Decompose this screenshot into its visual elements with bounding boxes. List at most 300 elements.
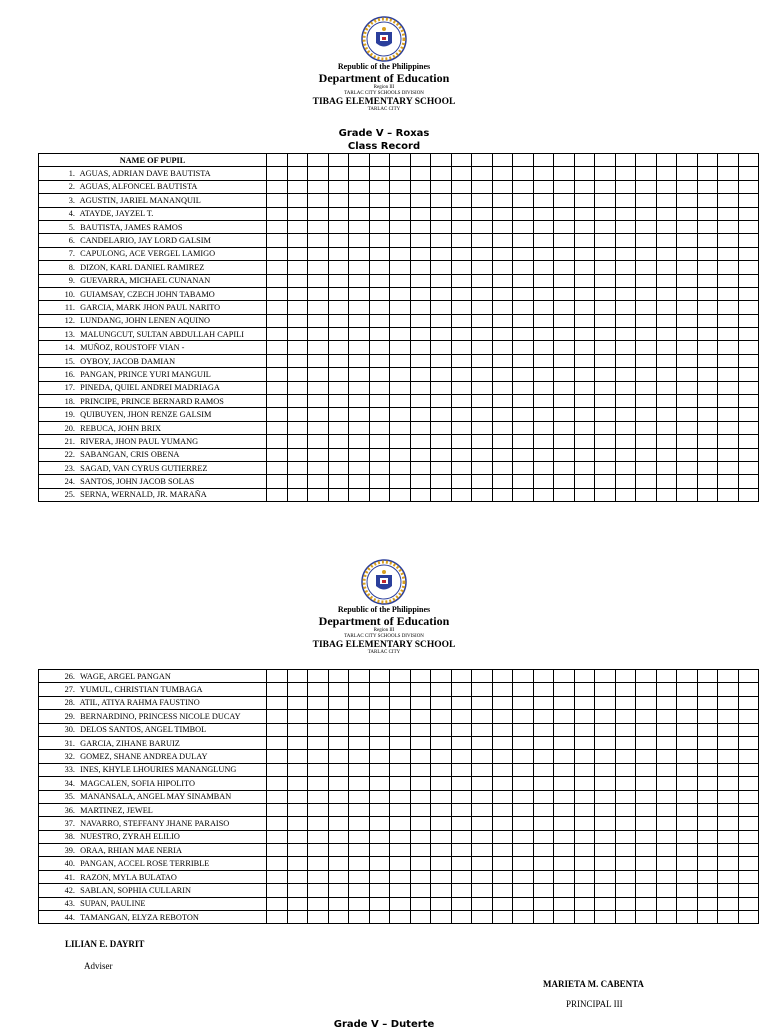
- grade-cell[interactable]: [738, 341, 759, 354]
- grade-cell[interactable]: [595, 817, 616, 830]
- grade-cell[interactable]: [451, 395, 472, 408]
- grade-cell[interactable]: [410, 234, 431, 247]
- grade-cell[interactable]: [472, 381, 493, 394]
- grade-cell[interactable]: [718, 154, 739, 167]
- grade-cell[interactable]: [349, 488, 370, 501]
- grade-cell[interactable]: [267, 683, 288, 696]
- grade-cell[interactable]: [410, 723, 431, 736]
- grade-cell[interactable]: [308, 381, 329, 394]
- grade-cell[interactable]: [615, 488, 636, 501]
- grade-cell[interactable]: [574, 488, 595, 501]
- grade-cell[interactable]: [656, 710, 677, 723]
- grade-cell[interactable]: [267, 844, 288, 857]
- grade-cell[interactable]: [636, 475, 657, 488]
- grade-cell[interactable]: [697, 857, 718, 870]
- grade-cell[interactable]: [656, 844, 677, 857]
- grade-cell[interactable]: [267, 234, 288, 247]
- grade-cell[interactable]: [287, 395, 308, 408]
- grade-cell[interactable]: [472, 884, 493, 897]
- grade-cell[interactable]: [308, 884, 329, 897]
- grade-cell[interactable]: [574, 475, 595, 488]
- grade-cell[interactable]: [369, 220, 390, 233]
- grade-cell[interactable]: [636, 368, 657, 381]
- grade-cell[interactable]: [533, 683, 554, 696]
- grade-cell[interactable]: [554, 683, 575, 696]
- grade-cell[interactable]: [677, 220, 698, 233]
- grade-cell[interactable]: [492, 750, 513, 763]
- grade-cell[interactable]: [492, 154, 513, 167]
- grade-cell[interactable]: [574, 736, 595, 749]
- grade-cell[interactable]: [431, 207, 452, 220]
- grade-cell[interactable]: [595, 274, 616, 287]
- grade-cell[interactable]: [615, 736, 636, 749]
- grade-cell[interactable]: [410, 381, 431, 394]
- grade-cell[interactable]: [697, 154, 718, 167]
- grade-cell[interactable]: [533, 381, 554, 394]
- grade-cell[interactable]: [656, 194, 677, 207]
- grade-cell[interactable]: [308, 763, 329, 776]
- grade-cell[interactable]: [697, 381, 718, 394]
- grade-cell[interactable]: [636, 234, 657, 247]
- grade-cell[interactable]: [636, 710, 657, 723]
- grade-cell[interactable]: [718, 328, 739, 341]
- grade-cell[interactable]: [513, 247, 534, 260]
- grade-cell[interactable]: [533, 180, 554, 193]
- grade-cell[interactable]: [492, 817, 513, 830]
- grade-cell[interactable]: [513, 817, 534, 830]
- grade-cell[interactable]: [451, 261, 472, 274]
- grade-cell[interactable]: [677, 461, 698, 474]
- grade-cell[interactable]: [308, 461, 329, 474]
- grade-cell[interactable]: [718, 448, 739, 461]
- grade-cell[interactable]: [636, 696, 657, 709]
- grade-cell[interactable]: [492, 803, 513, 816]
- grade-cell[interactable]: [574, 897, 595, 910]
- grade-cell[interactable]: [349, 328, 370, 341]
- grade-cell[interactable]: [349, 207, 370, 220]
- grade-cell[interactable]: [308, 314, 329, 327]
- grade-cell[interactable]: [738, 234, 759, 247]
- grade-cell[interactable]: [533, 207, 554, 220]
- grade-cell[interactable]: [369, 301, 390, 314]
- grade-cell[interactable]: [513, 261, 534, 274]
- grade-cell[interactable]: [533, 301, 554, 314]
- grade-cell[interactable]: [431, 696, 452, 709]
- grade-cell[interactable]: [472, 911, 493, 924]
- grade-cell[interactable]: [451, 763, 472, 776]
- grade-cell[interactable]: [636, 287, 657, 300]
- grade-cell[interactable]: [390, 354, 411, 367]
- grade-cell[interactable]: [656, 475, 677, 488]
- grade-cell[interactable]: [492, 448, 513, 461]
- grade-cell[interactable]: [533, 763, 554, 776]
- grade-cell[interactable]: [328, 301, 349, 314]
- grade-cell[interactable]: [718, 408, 739, 421]
- grade-cell[interactable]: [636, 803, 657, 816]
- grade-cell[interactable]: [451, 207, 472, 220]
- grade-cell[interactable]: [431, 234, 452, 247]
- grade-cell[interactable]: [390, 341, 411, 354]
- grade-cell[interactable]: [636, 870, 657, 883]
- grade-cell[interactable]: [513, 408, 534, 421]
- grade-cell[interactable]: [677, 328, 698, 341]
- grade-cell[interactable]: [574, 448, 595, 461]
- grade-cell[interactable]: [533, 448, 554, 461]
- grade-cell[interactable]: [738, 154, 759, 167]
- grade-cell[interactable]: [554, 790, 575, 803]
- grade-cell[interactable]: [349, 220, 370, 233]
- grade-cell[interactable]: [615, 710, 636, 723]
- grade-cell[interactable]: [287, 461, 308, 474]
- grade-cell[interactable]: [349, 287, 370, 300]
- grade-cell[interactable]: [349, 870, 370, 883]
- grade-cell[interactable]: [369, 817, 390, 830]
- grade-cell[interactable]: [390, 830, 411, 843]
- grade-cell[interactable]: [513, 763, 534, 776]
- grade-cell[interactable]: [718, 736, 739, 749]
- grade-cell[interactable]: [472, 341, 493, 354]
- grade-cell[interactable]: [369, 435, 390, 448]
- grade-cell[interactable]: [410, 261, 431, 274]
- grade-cell[interactable]: [738, 817, 759, 830]
- grade-cell[interactable]: [718, 368, 739, 381]
- grade-cell[interactable]: [697, 328, 718, 341]
- grade-cell[interactable]: [431, 884, 452, 897]
- grade-cell[interactable]: [431, 274, 452, 287]
- grade-cell[interactable]: [410, 368, 431, 381]
- grade-cell[interactable]: [451, 421, 472, 434]
- grade-cell[interactable]: [267, 287, 288, 300]
- grade-cell[interactable]: [451, 475, 472, 488]
- grade-cell[interactable]: [677, 247, 698, 260]
- grade-cell[interactable]: [738, 220, 759, 233]
- grade-cell[interactable]: [390, 696, 411, 709]
- grade-cell[interactable]: [349, 710, 370, 723]
- grade-cell[interactable]: [287, 448, 308, 461]
- grade-cell[interactable]: [718, 287, 739, 300]
- grade-cell[interactable]: [308, 234, 329, 247]
- grade-cell[interactable]: [431, 777, 452, 790]
- grade-cell[interactable]: [349, 817, 370, 830]
- grade-cell[interactable]: [369, 180, 390, 193]
- grade-cell[interactable]: [554, 180, 575, 193]
- grade-cell[interactable]: [308, 448, 329, 461]
- grade-cell[interactable]: [349, 301, 370, 314]
- grade-cell[interactable]: [349, 723, 370, 736]
- grade-cell[interactable]: [554, 381, 575, 394]
- grade-cell[interactable]: [267, 870, 288, 883]
- grade-cell[interactable]: [492, 763, 513, 776]
- grade-cell[interactable]: [677, 408, 698, 421]
- grade-cell[interactable]: [574, 341, 595, 354]
- grade-cell[interactable]: [431, 911, 452, 924]
- grade-cell[interactable]: [472, 844, 493, 857]
- grade-cell[interactable]: [390, 274, 411, 287]
- grade-cell[interactable]: [738, 777, 759, 790]
- grade-cell[interactable]: [738, 421, 759, 434]
- grade-cell[interactable]: [369, 354, 390, 367]
- grade-cell[interactable]: [574, 723, 595, 736]
- grade-cell[interactable]: [492, 421, 513, 434]
- grade-cell[interactable]: [369, 488, 390, 501]
- grade-cell[interactable]: [677, 154, 698, 167]
- grade-cell[interactable]: [533, 803, 554, 816]
- grade-cell[interactable]: [656, 461, 677, 474]
- grade-cell[interactable]: [574, 167, 595, 180]
- grade-cell[interactable]: [738, 368, 759, 381]
- grade-cell[interactable]: [656, 341, 677, 354]
- grade-cell[interactable]: [451, 301, 472, 314]
- grade-cell[interactable]: [574, 247, 595, 260]
- grade-cell[interactable]: [410, 421, 431, 434]
- grade-cell[interactable]: [369, 314, 390, 327]
- grade-cell[interactable]: [718, 220, 739, 233]
- grade-cell[interactable]: [554, 368, 575, 381]
- grade-cell[interactable]: [410, 911, 431, 924]
- grade-cell[interactable]: [738, 301, 759, 314]
- grade-cell[interactable]: [308, 154, 329, 167]
- grade-cell[interactable]: [697, 696, 718, 709]
- grade-cell[interactable]: [431, 670, 452, 683]
- grade-cell[interactable]: [697, 777, 718, 790]
- grade-cell[interactable]: [349, 844, 370, 857]
- grade-cell[interactable]: [369, 274, 390, 287]
- grade-cell[interactable]: [615, 723, 636, 736]
- grade-cell[interactable]: [677, 167, 698, 180]
- grade-cell[interactable]: [431, 790, 452, 803]
- grade-cell[interactable]: [718, 395, 739, 408]
- grade-cell[interactable]: [595, 247, 616, 260]
- grade-cell[interactable]: [738, 683, 759, 696]
- grade-cell[interactable]: [636, 261, 657, 274]
- grade-cell[interactable]: [533, 710, 554, 723]
- grade-cell[interactable]: [431, 381, 452, 394]
- grade-cell[interactable]: [451, 167, 472, 180]
- grade-cell[interactable]: [636, 817, 657, 830]
- grade-cell[interactable]: [513, 234, 534, 247]
- grade-cell[interactable]: [513, 777, 534, 790]
- grade-cell[interactable]: [267, 696, 288, 709]
- grade-cell[interactable]: [328, 341, 349, 354]
- grade-cell[interactable]: [492, 167, 513, 180]
- grade-cell[interactable]: [533, 287, 554, 300]
- grade-cell[interactable]: [677, 261, 698, 274]
- grade-cell[interactable]: [636, 857, 657, 870]
- grade-cell[interactable]: [451, 341, 472, 354]
- grade-cell[interactable]: [636, 790, 657, 803]
- grade-cell[interactable]: [390, 194, 411, 207]
- grade-cell[interactable]: [718, 381, 739, 394]
- grade-cell[interactable]: [677, 803, 698, 816]
- grade-cell[interactable]: [697, 488, 718, 501]
- grade-cell[interactable]: [718, 763, 739, 776]
- grade-cell[interactable]: [636, 395, 657, 408]
- grade-cell[interactable]: [738, 696, 759, 709]
- grade-cell[interactable]: [595, 475, 616, 488]
- grade-cell[interactable]: [492, 736, 513, 749]
- grade-cell[interactable]: [451, 817, 472, 830]
- grade-cell[interactable]: [554, 803, 575, 816]
- grade-cell[interactable]: [492, 683, 513, 696]
- grade-cell[interactable]: [472, 710, 493, 723]
- grade-cell[interactable]: [431, 154, 452, 167]
- grade-cell[interactable]: [738, 488, 759, 501]
- grade-cell[interactable]: [349, 830, 370, 843]
- grade-cell[interactable]: [431, 167, 452, 180]
- grade-cell[interactable]: [287, 247, 308, 260]
- grade-cell[interactable]: [390, 421, 411, 434]
- grade-cell[interactable]: [738, 328, 759, 341]
- grade-cell[interactable]: [533, 220, 554, 233]
- grade-cell[interactable]: [472, 488, 493, 501]
- grade-cell[interactable]: [554, 696, 575, 709]
- grade-cell[interactable]: [554, 194, 575, 207]
- grade-cell[interactable]: [615, 247, 636, 260]
- grade-cell[interactable]: [328, 710, 349, 723]
- grade-cell[interactable]: [267, 475, 288, 488]
- grade-cell[interactable]: [472, 207, 493, 220]
- grade-cell[interactable]: [513, 911, 534, 924]
- grade-cell[interactable]: [574, 395, 595, 408]
- grade-cell[interactable]: [697, 750, 718, 763]
- grade-cell[interactable]: [369, 803, 390, 816]
- grade-cell[interactable]: [390, 328, 411, 341]
- grade-cell[interactable]: [513, 710, 534, 723]
- grade-cell[interactable]: [574, 911, 595, 924]
- grade-cell[interactable]: [349, 763, 370, 776]
- grade-cell[interactable]: [472, 247, 493, 260]
- grade-cell[interactable]: [287, 435, 308, 448]
- grade-cell[interactable]: [410, 670, 431, 683]
- grade-cell[interactable]: [287, 884, 308, 897]
- grade-cell[interactable]: [738, 884, 759, 897]
- grade-cell[interactable]: [554, 817, 575, 830]
- grade-cell[interactable]: [328, 448, 349, 461]
- grade-cell[interactable]: [369, 884, 390, 897]
- grade-cell[interactable]: [328, 897, 349, 910]
- grade-cell[interactable]: [677, 448, 698, 461]
- grade-cell[interactable]: [636, 341, 657, 354]
- grade-cell[interactable]: [615, 857, 636, 870]
- grade-cell[interactable]: [513, 461, 534, 474]
- grade-cell[interactable]: [677, 884, 698, 897]
- grade-cell[interactable]: [697, 710, 718, 723]
- grade-cell[interactable]: [615, 897, 636, 910]
- grade-cell[interactable]: [410, 763, 431, 776]
- grade-cell[interactable]: [718, 777, 739, 790]
- grade-cell[interactable]: [349, 736, 370, 749]
- grade-cell[interactable]: [431, 857, 452, 870]
- grade-cell[interactable]: [267, 301, 288, 314]
- grade-cell[interactable]: [574, 803, 595, 816]
- grade-cell[interactable]: [410, 328, 431, 341]
- grade-cell[interactable]: [492, 301, 513, 314]
- grade-cell[interactable]: [369, 448, 390, 461]
- grade-cell[interactable]: [410, 194, 431, 207]
- grade-cell[interactable]: [349, 247, 370, 260]
- grade-cell[interactable]: [431, 448, 452, 461]
- grade-cell[interactable]: [718, 911, 739, 924]
- grade-cell[interactable]: [718, 803, 739, 816]
- grade-cell[interactable]: [431, 763, 452, 776]
- grade-cell[interactable]: [349, 354, 370, 367]
- grade-cell[interactable]: [738, 180, 759, 193]
- grade-cell[interactable]: [287, 830, 308, 843]
- grade-cell[interactable]: [636, 488, 657, 501]
- grade-cell[interactable]: [738, 710, 759, 723]
- grade-cell[interactable]: [615, 911, 636, 924]
- grade-cell[interactable]: [554, 884, 575, 897]
- grade-cell[interactable]: [369, 167, 390, 180]
- grade-cell[interactable]: [595, 844, 616, 857]
- grade-cell[interactable]: [554, 710, 575, 723]
- grade-cell[interactable]: [554, 247, 575, 260]
- grade-cell[interactable]: [656, 857, 677, 870]
- grade-cell[interactable]: [738, 723, 759, 736]
- grade-cell[interactable]: [533, 696, 554, 709]
- grade-cell[interactable]: [472, 314, 493, 327]
- grade-cell[interactable]: [369, 341, 390, 354]
- grade-cell[interactable]: [738, 670, 759, 683]
- grade-cell[interactable]: [718, 207, 739, 220]
- grade-cell[interactable]: [656, 870, 677, 883]
- grade-cell[interactable]: [677, 354, 698, 367]
- grade-cell[interactable]: [451, 354, 472, 367]
- grade-cell[interactable]: [697, 461, 718, 474]
- grade-cell[interactable]: [718, 488, 739, 501]
- grade-cell[interactable]: [656, 368, 677, 381]
- grade-cell[interactable]: [513, 830, 534, 843]
- grade-cell[interactable]: [451, 488, 472, 501]
- grade-cell[interactable]: [308, 408, 329, 421]
- grade-cell[interactable]: [328, 488, 349, 501]
- grade-cell[interactable]: [267, 763, 288, 776]
- grade-cell[interactable]: [431, 475, 452, 488]
- grade-cell[interactable]: [677, 287, 698, 300]
- grade-cell[interactable]: [492, 884, 513, 897]
- grade-cell[interactable]: [738, 803, 759, 816]
- grade-cell[interactable]: [472, 395, 493, 408]
- grade-cell[interactable]: [369, 790, 390, 803]
- grade-cell[interactable]: [451, 408, 472, 421]
- grade-cell[interactable]: [410, 803, 431, 816]
- grade-cell[interactable]: [349, 421, 370, 434]
- grade-cell[interactable]: [410, 395, 431, 408]
- grade-cell[interactable]: [513, 381, 534, 394]
- grade-cell[interactable]: [595, 354, 616, 367]
- grade-cell[interactable]: [677, 194, 698, 207]
- grade-cell[interactable]: [615, 154, 636, 167]
- grade-cell[interactable]: [636, 830, 657, 843]
- grade-cell[interactable]: [677, 381, 698, 394]
- grade-cell[interactable]: [718, 897, 739, 910]
- grade-cell[interactable]: [308, 683, 329, 696]
- grade-cell[interactable]: [697, 897, 718, 910]
- grade-cell[interactable]: [267, 194, 288, 207]
- grade-cell[interactable]: [533, 354, 554, 367]
- grade-cell[interactable]: [472, 736, 493, 749]
- grade-cell[interactable]: [492, 830, 513, 843]
- grade-cell[interactable]: [369, 683, 390, 696]
- grade-cell[interactable]: [328, 167, 349, 180]
- grade-cell[interactable]: [492, 368, 513, 381]
- grade-cell[interactable]: [431, 261, 452, 274]
- grade-cell[interactable]: [308, 870, 329, 883]
- grade-cell[interactable]: [492, 435, 513, 448]
- grade-cell[interactable]: [287, 777, 308, 790]
- grade-cell[interactable]: [267, 448, 288, 461]
- grade-cell[interactable]: [267, 395, 288, 408]
